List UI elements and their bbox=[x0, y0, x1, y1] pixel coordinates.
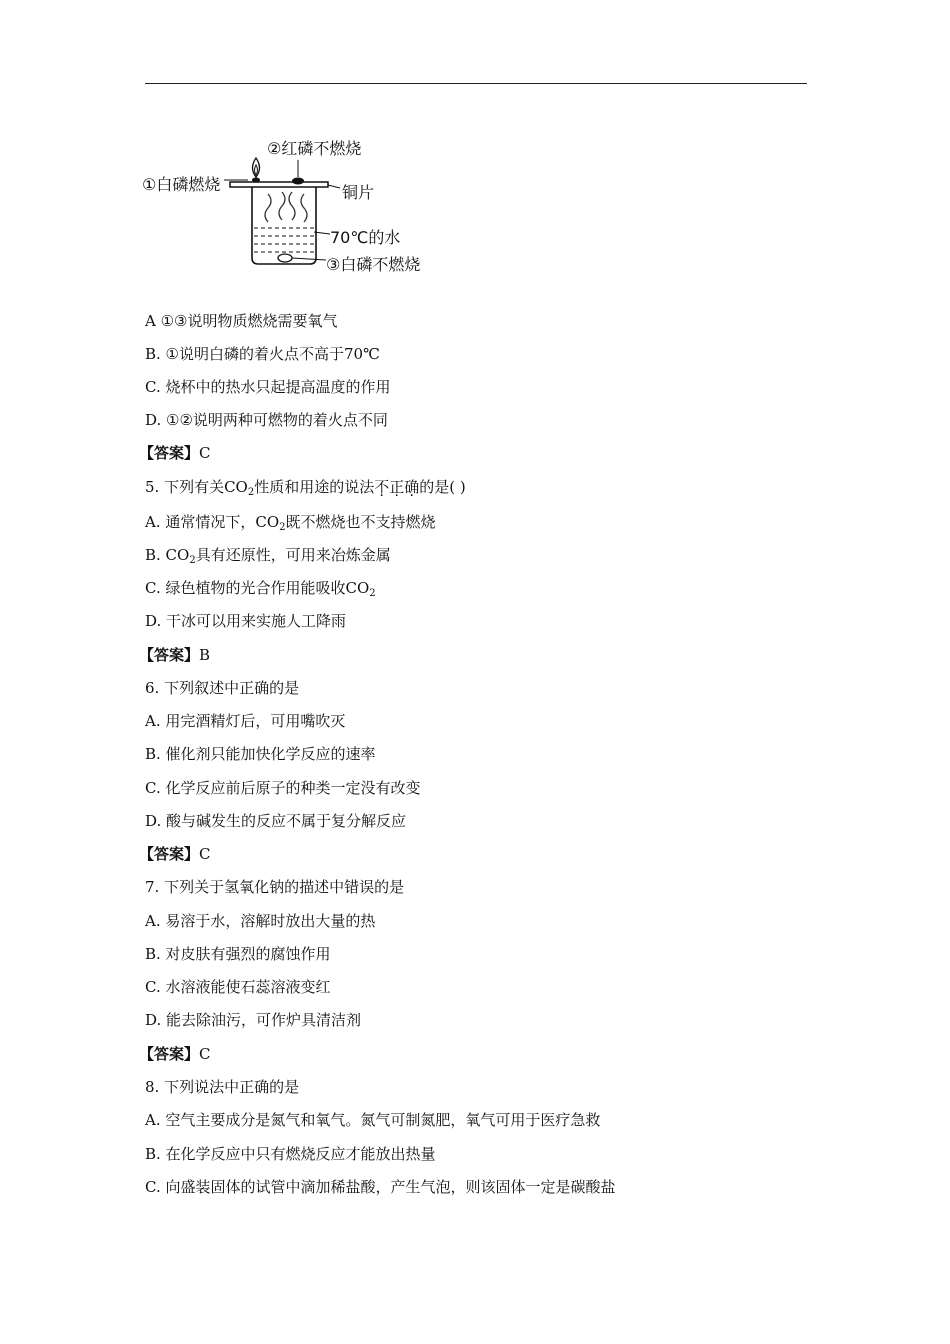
q8-option-c: C. 向盛装固体的试管中滴加稀盐酸，产生气泡，则该固体一定是碳酸盐 bbox=[145, 1178, 616, 1196]
answer-value: C bbox=[199, 1045, 211, 1063]
q5-option-b-text1: B. CO bbox=[145, 546, 190, 564]
q5-emphasis-1: 不 bbox=[374, 478, 390, 496]
label-red-phosphorus: ②红磷不燃烧 bbox=[267, 139, 362, 158]
q5-option-c-text1: C. 绿色植物的光合作用能吸收CO bbox=[145, 579, 370, 597]
q6-option-c: C. 化学反应前后原子的种类一定没有改变 bbox=[145, 779, 421, 797]
q6-option-a: A. 用完酒精灯后，可用嘴吹灭 bbox=[145, 712, 346, 730]
answer-label: 【答案】 bbox=[139, 845, 200, 863]
q5-option-a bbox=[145, 512, 436, 538]
header-rule bbox=[145, 83, 807, 84]
q7-option-c: C. 水溶液能使石蕊溶液变红 bbox=[145, 978, 331, 996]
q5-stem bbox=[145, 477, 466, 503]
q4-option-b: B. ①说明白磷的着火点不高于70℃ bbox=[145, 345, 380, 363]
q5-option-a-text1: A. 通常情况下，CO bbox=[145, 513, 280, 531]
q7-answer bbox=[139, 1044, 211, 1064]
q5-emphasis-3: 确 bbox=[404, 478, 420, 496]
label-white-phosphorus-water: ③白磷不燃烧 bbox=[326, 255, 421, 274]
q5-emphasis-2: 正 bbox=[389, 478, 405, 496]
q5-option-b-sub: 2 bbox=[189, 555, 196, 566]
q7-option-a: A. 易溶于水，溶解时放出大量的热 bbox=[145, 912, 376, 930]
q7-option-d: D. 能去除油污，可作炉具清洁剂 bbox=[145, 1011, 362, 1029]
q8-stem: 8. 下列说法中正确的是 bbox=[145, 1078, 300, 1096]
answer-label: 【答案】 bbox=[139, 646, 200, 664]
answer-value: B bbox=[199, 646, 211, 664]
q5-stem-suffix: 的是( ) bbox=[419, 478, 466, 496]
q5-option-b-text2: 具有还原性，可用来冶炼金属 bbox=[195, 546, 391, 564]
q5-stem-prefix: 5. 下列有关CO bbox=[145, 478, 248, 496]
q6-answer bbox=[139, 844, 211, 864]
q4-option-c: C. 烧杯中的热水只起提高温度的作用 bbox=[145, 378, 391, 396]
q5-stem-mid: 性质和用途的说法 bbox=[254, 478, 375, 496]
label-white-phosphorus-burning: ①白磷燃烧 bbox=[142, 175, 221, 194]
combustion-experiment-figure bbox=[140, 130, 450, 280]
q5-option-d: D. 干冰可以用来实施人工降雨 bbox=[145, 612, 347, 630]
label-copper-plate: 铜片 bbox=[342, 183, 375, 202]
q5-option-a-text2: 既不燃烧也不支持燃烧 bbox=[285, 513, 436, 531]
q5-answer bbox=[139, 645, 210, 665]
q4-option-d: D. ①②说明两种可燃物的着火点不同 bbox=[145, 411, 388, 429]
q5-option-c bbox=[145, 578, 376, 604]
answer-value: C bbox=[199, 444, 211, 462]
answer-value: C bbox=[199, 845, 211, 863]
q4-option-a: A ①③说明物质燃烧需要氧气 bbox=[145, 312, 338, 330]
q5-option-b bbox=[145, 545, 391, 571]
label-hot-water: 70℃的水 bbox=[330, 228, 401, 247]
q5-option-c-sub: 2 bbox=[369, 588, 376, 599]
q4-answer bbox=[139, 443, 211, 463]
q6-option-d: D. 酸与碱发生的反应不属于复分解反应 bbox=[145, 812, 407, 830]
q6-option-b: B. 催化剂只能加快化学反应的速率 bbox=[145, 745, 376, 763]
q7-option-b: B. 对皮肤有强烈的腐蚀作用 bbox=[145, 945, 331, 963]
q6-stem: 6. 下列叙述中正确的是 bbox=[145, 679, 300, 697]
q8-option-a: A. 空气主要成分是氮气和氧气。氮气可制氮肥，氧气可用于医疗急救 bbox=[145, 1111, 601, 1129]
q5-stem-sub: 2 bbox=[247, 487, 255, 498]
q7-stem: 7. 下列关于氢氧化钠的描述中错误的是 bbox=[145, 878, 405, 896]
q5-option-a-sub: 2 bbox=[279, 522, 286, 533]
answer-label: 【答案】 bbox=[139, 1045, 200, 1063]
q8-option-b: B. 在化学反应中只有燃烧反应才能放出热量 bbox=[145, 1145, 436, 1163]
answer-label: 【答案】 bbox=[139, 444, 200, 462]
